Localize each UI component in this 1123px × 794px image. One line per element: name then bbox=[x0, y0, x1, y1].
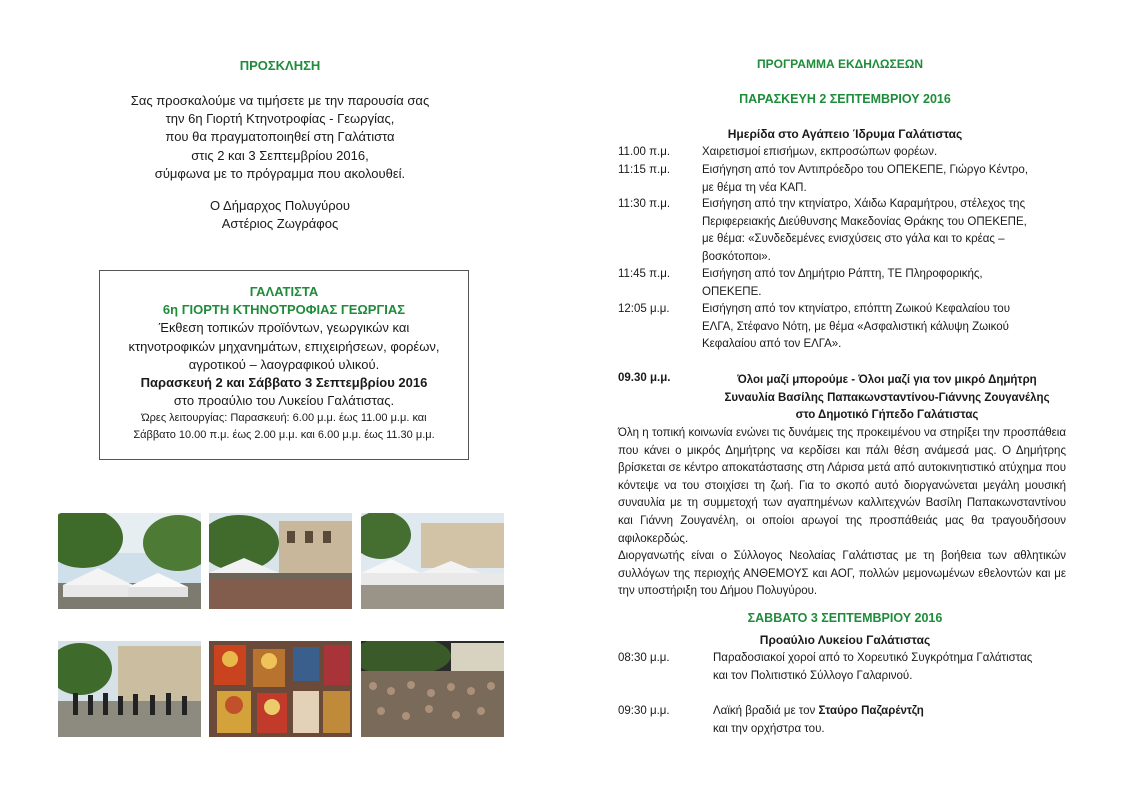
schedule-line: Χαιρετισμοί επισήμων, εκπροσώπων φορέων. bbox=[702, 146, 938, 158]
schedule-item bbox=[618, 266, 1062, 301]
signer-name: Αστέριος Ζωγράφος bbox=[221, 216, 339, 232]
schedule-text: Λαϊκή βραδιά με τον bbox=[713, 705, 819, 717]
program-title: ΠΡΟΓΡΑΜΜΑ ΕΚΔΗΛΩΣΕΩΝ bbox=[756, 57, 924, 71]
exhibition-line: αγροτικού – λαογραφικού υλικού. bbox=[188, 356, 380, 372]
invitation-text bbox=[100, 92, 460, 183]
invitation-line: Σας προσκαλούμε να τιμήσετε με την παρουσία σας bbox=[130, 93, 430, 108]
concert-title bbox=[712, 372, 1062, 425]
schedule-line: με θέμα τη νέα ΚΑΠ. bbox=[702, 181, 807, 194]
schedule-item bbox=[618, 301, 1062, 354]
folk-dancers-photo bbox=[58, 641, 201, 737]
schedule-line: με θέμα: «Συνδεδεμένες ενισχύσεις στο γάλα και το κρέας – bbox=[702, 233, 1005, 246]
saturday-title: ΣΑΒΒΑΤΟ 3 ΣΕΠΤΕΜΒΡΙΟΥ 2016 bbox=[747, 611, 943, 625]
religious-icons-photo bbox=[209, 641, 352, 737]
signer-role: Ο Δήμαρχος Πολυγύρου bbox=[210, 198, 350, 213]
schedule-line bbox=[713, 703, 1073, 721]
invitation-line: την 6η Γιορτή Κτηνοτροφίας - Γεωργίας, bbox=[165, 111, 395, 127]
schedule-line: Κεφαλαίου από τον ΕΛΓΑ». bbox=[702, 338, 842, 351]
schedule-line: Εισήγηση από τον Δημήτριο Ράπτη, ΤΕ Πληροφορικής, bbox=[702, 268, 983, 280]
schedule-line: και τον Πολιτιστικό Σύλλογο Γαλαρινού. bbox=[713, 669, 913, 682]
schedule-line: Περιφερειακής Διεύθυνσης Μακεδονίας Θράκης του ΟΠΕΚΕΠΕ, bbox=[702, 215, 1027, 228]
schedule-item bbox=[618, 162, 1062, 197]
schedule-line: ΟΠΕΚΕΠΕ. bbox=[702, 285, 762, 298]
crowd-market-photo bbox=[209, 513, 352, 609]
festival-tents-photo bbox=[58, 513, 201, 609]
schedule-time: 12:05 μ.μ. bbox=[618, 303, 670, 315]
schedule-time: 11.00 π.μ. bbox=[618, 146, 671, 158]
performer-name: Σταύρο Παζαρέντζη bbox=[818, 705, 924, 717]
schedule-line: ΕΛΓΑ, Στέφανο Νότη, με θέμα «Ασφαλιστική κάλυψη Ζωικού bbox=[702, 320, 1009, 333]
concert-time: 09.30 μ.μ. bbox=[618, 372, 671, 384]
schedule-time: 11:30 π.μ. bbox=[618, 198, 671, 210]
schedule-time: 11:45 π.μ. bbox=[618, 268, 671, 280]
event-name: 6η ΓΙΟΡΤΗ ΚΤΗΝΟΤΡΟΦΙΑΣ ΓΕΩΡΓΙΑΣ bbox=[162, 302, 406, 318]
schedule-line: Παραδοσιακοί χοροί από το Χορευτικό Συγκρότημα Γαλάτιστας bbox=[713, 652, 1033, 664]
schedule-description bbox=[713, 650, 1073, 685]
market-stalls-photo bbox=[361, 513, 504, 609]
invitation-line: σύμφωνα με το πρόγραμμα που ακολουθεί. bbox=[154, 165, 406, 181]
schedule-description bbox=[702, 162, 1062, 197]
invitation-line: στις 2 και 3 Σεπτεμβρίου 2016, bbox=[191, 147, 369, 163]
schedule-description bbox=[702, 144, 1062, 162]
schedule-line: Εισήγηση από τον Αντιπρόεδρο του ΟΠΕΚΕΠΕ, Γιώργο Κέντρο, bbox=[702, 164, 1029, 176]
schedule-line: Εισήγηση από τον κτηνίατρο, επόπτη Ζωικού Κεφαλαίου του bbox=[702, 303, 1010, 315]
schedule-item bbox=[618, 650, 1073, 685]
event-info-box bbox=[99, 270, 469, 460]
schedule-line: και την ορχήστρα του. bbox=[713, 722, 825, 735]
event-place: ΓΑΛΑΤΙΣΤΑ bbox=[249, 284, 319, 299]
venue-title: Προαύλιο Λυκείου Γαλάτιστας bbox=[759, 633, 931, 647]
concert-title-line: Συναυλία Βασίλης Παπακωνσταντίνου-Γιάννης Ζουγανέλης bbox=[724, 391, 1050, 404]
seminar-title: Ημερίδα στο Αγάπειο Ίδρυμα Γαλάτιστας bbox=[727, 127, 963, 141]
opening-hours-line: Ώρες λειτουργίας: Παρασκευή: 6.00 μ.μ. έως 11.00 μ.μ. και bbox=[141, 412, 427, 425]
concert-title-line: στο Δημοτικό Γήπεδο Γαλάτιστας bbox=[795, 409, 979, 422]
friday-title: ΠΑΡΑΣΚΕΥΗ 2 ΣΕΠΤΕΜΒΡΙΟΥ 2016 bbox=[739, 92, 951, 106]
schedule-description bbox=[702, 301, 1062, 354]
schedule-item bbox=[618, 703, 1073, 738]
schedule-time: 08:30 μ.μ. bbox=[618, 652, 670, 664]
schedule-item bbox=[618, 196, 1062, 266]
invitation-line: που θα πραγματοποιηθεί στη Γαλάτιστα bbox=[165, 129, 395, 145]
concert-paragraph: Όλη η τοπική κοινωνία ενώνει τις δυνάμεις της προκειμένου να στηρίξει την προσπάθεια που κάνει ο μικρός Δημήτρης να κερδίσει και πάλι θέση ανάμεσά μας. Ο Δημήτρης βρίσκεται σε κέντρο αποκατάστασης στη Λάρισα μετά από αυτοκινητιστικό ατύχημα που κόντεψε να του στοιχίσει τη ζωή. Για το σκοπό αυτό διοργανώνεται μεγάλη μουσική συναυλία με τη συμμετοχή των αγαπημένων καλλιτεχνών Βασίλη Παπακωνσταντίνου και Γιάννη Ζουγανέλη, οι οποίοι αρωγοί της προσπάθειάς μας θα τραγουδήσουν αφιλοκερδώς. bbox=[618, 427, 1066, 545]
schedule-line: Εισήγηση από την κτηνίατρο, Χάιδω Καραμήτρου, στέλεχος της bbox=[702, 198, 1026, 210]
concert-title-line: Όλοι μαζί μπορούμε - Όλοι μαζί για τον μικρό Δημήτρη bbox=[737, 374, 1037, 386]
concert-paragraph: Διοργανωτής είναι ο Σύλλογος Νεολαίας Γαλάτιστας με τη βοήθεια των αθλητικών συλλόγων της περιοχής ΑΝΘΕΜΟΥΣ και ΑΟΓ, πολλών μεμονωμένων εθελοντών και με την υποστήριξη του Δήμου Πολυγύρου. bbox=[618, 550, 1066, 598]
exhibition-line: κτηνοτροφικών μηχανημάτων, επιχειρήσεων, φορέων, bbox=[128, 338, 440, 354]
signature-block bbox=[130, 197, 430, 233]
schedule-time: 11:15 π.μ. bbox=[618, 164, 671, 176]
event-dates: Παρασκευή 2 και Σάββατο 3 Σεπτεμβρίου 2016 bbox=[140, 375, 428, 391]
schedule-line: βοσκότοποι». bbox=[702, 250, 771, 263]
schedule-item bbox=[618, 144, 1062, 162]
schedule-time: 09:30 μ.μ. bbox=[618, 705, 670, 717]
schedule-description bbox=[702, 196, 1062, 266]
concert-description bbox=[618, 425, 1066, 601]
evening-crowd-photo bbox=[361, 641, 504, 737]
schedule-description bbox=[713, 703, 1073, 738]
schedule-description bbox=[702, 266, 1062, 301]
opening-hours-line: Σάββατο 10.00 π.μ. έως 2.00 μ.μ. και 6.00 μ.μ. έως 11.30 μ.μ. bbox=[133, 428, 435, 441]
event-location: στο προαύλιο του Λυκείου Γαλάτιστας. bbox=[173, 393, 395, 409]
exhibition-line: Έκθεση τοπικών προϊόντων, γεωργικών και bbox=[158, 320, 410, 336]
invitation-title: ΠΡΟΣΚΛΗΣΗ bbox=[239, 58, 321, 73]
